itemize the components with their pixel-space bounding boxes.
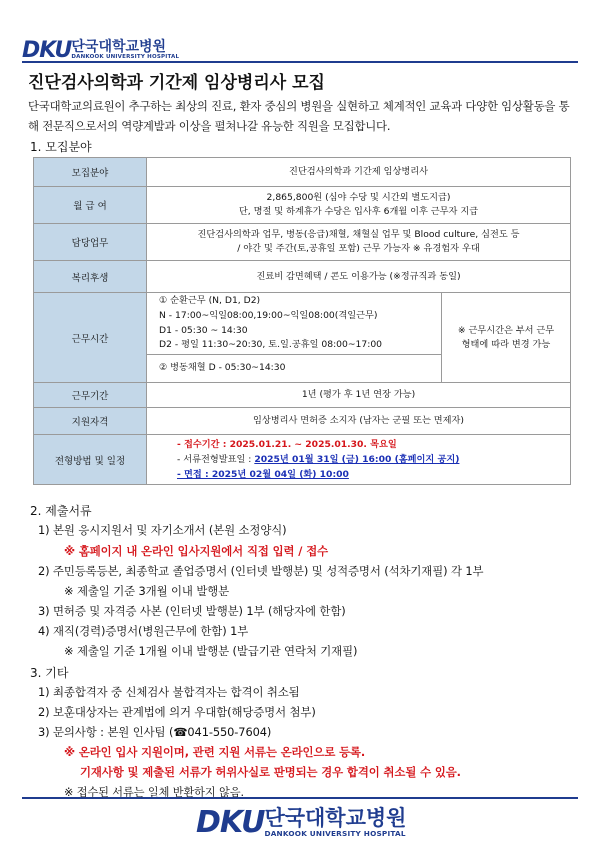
section-2-heading: 2. 제출서류 [30,504,92,518]
logo-text [71,40,179,61]
list-item: 1) 본원 응시지원서 및 자기소개서 (본원 소정양식) [38,523,287,537]
recruitment-table [33,157,571,485]
salary-line-2: 단, 명절 및 하계휴가 수당은 입사후 6개월 이후 근무자 지급 [238,206,479,217]
dku-logo-mark: DKU [22,38,72,63]
document-result-date: 2025년 01월 31일 (금) 16:00 (홈페이지 공지) [254,454,460,465]
logo-name-ko: 단국대학교병원 [264,805,407,830]
rotation-line: N - 17:00~익일08:00,19:00~익일08:00(격일근무) [159,309,378,321]
list-item-note: ※ 접수된 서류는 일체 반환하지 않음. [64,786,244,799]
hospital-logo-top [22,38,179,63]
table-row [34,408,571,435]
list-item: 4) 재직(경력)증명서(병원근무에 한함) 1부 [38,624,249,638]
field-value: 진단검사의학과 기간제 임상병리사 [147,158,571,187]
logo-name-ko: 단국대학교병원 [71,39,167,56]
period-label: 근무기간 [34,383,147,408]
logo-text [264,805,407,838]
document-result-prefix: - 서류전형발표일 : [177,454,255,465]
application-period: - 접수기간 : 2025.01.21. ~ 2025.01.30. 목요일 [177,439,397,450]
rotation-line: ① 순환근무 (N, D1, D2) [159,295,261,307]
qualification-value: 임상병리사 면허증 소지자 (남자는 군필 또는 면제자) [147,408,571,435]
logo-name-en: DANKOOK UNIVERSITY HOSPITAL [71,54,180,61]
qualification-label: 지원자격 [34,408,147,435]
table-row [34,293,571,355]
welfare-label: 복리후생 [34,261,147,293]
list-item-note: ※ 제출일 기준 1개월 이내 발행분 (발급기관 연락처 기재필) [64,644,358,658]
list-item: 3) 면허증 및 자격증 사본 (인터넷 발행분) 1부 (해당자에 한함) [38,604,346,618]
hours-note-1: ※ 근무시간은 부서 근무 [457,324,555,336]
top-divider [22,61,578,63]
process-value [147,435,571,485]
rotation-line: D2 - 평일 11:30~20:30, 토.일.공휴일 08:00~17:00 [159,339,383,351]
ward-shift-cell: ② 병동채혈 D - 05:30~14:30 [147,355,442,383]
document-result-line [177,452,570,467]
table-row [34,435,571,485]
table-row [34,158,571,187]
list-item-note: ※ 제출일 기준 3개월 이내 발행분 [64,584,230,598]
list-item-note: ※ 온라인 입사 지원이며, 관련 지원 서류는 온라인으로 등록. [64,745,366,759]
hours-note-cell [442,293,571,383]
duty-label: 담당업무 [34,224,147,261]
table-row [34,383,571,408]
hours-note-2: 형태에 따라 변경 가능 [461,338,551,350]
bottom-divider [22,797,578,799]
list-item-note: ※ 홈페이지 내 온라인 입사지원에서 직접 입력 / 접수 [64,544,329,558]
period-value: 1년 (평가 후 1년 연장 가능) [147,383,571,408]
table-row [34,224,571,261]
duty-value [147,224,571,261]
field-label: 모집분야 [34,158,147,187]
duty-line-2: / 야간 및 주간(토,공휴일 포함) 근무 가능자 ※ 유경험자 우대 [237,243,480,254]
hours-label: 근무시간 [34,293,147,383]
section-1-heading: 1. 모집분야 [30,140,92,154]
hospital-logo-bottom [196,805,406,840]
welfare-value: 진료비 감면혜택 / 콘도 이용가능 (※정규직과 동일) [147,261,571,293]
intro-paragraph: 단국대학교의료원이 추구하는 최상의 진료, 환자 중심의 병원을 실현하고 체계적인 교육과 다양한 임상활동을 통해 전문직으로서의 역량계발과 이상을 펼쳐나갈 유능한 직원을 모집합니다. [28,99,570,133]
duty-line-1: 진단검사의학과 업무, 병동(응급)채혈, 채혈실 업무 및 Blood culture, 심전도 등 [197,229,520,240]
table-row [34,261,571,293]
list-item: 1) 최종합격자 중 신체검사 불합격자는 합격이 취소됨 [38,685,300,699]
logo-name-en: DANKOOK UNIVERSITY HOSPITAL [264,828,406,838]
table-row [34,187,571,224]
salary-label: 월 급 여 [34,187,147,224]
dku-logo-mark: DKU [196,805,265,840]
list-item-note: 기재사항 및 제출된 서류가 허위사실로 판명되는 경우 합격이 취소될 수 있음. [80,765,461,779]
salary-line-1: 2,865,800원 (심야 수당 및 시간외 별도지급) [266,192,451,203]
list-item: 2) 보훈대상자는 관계법에 의거 우대함(해당증명서 첨부) [38,705,316,719]
page-title: 진단검사의학과 기간제 임상병리사 모집 [28,73,325,93]
interview-date: - 면접 : 2025년 02월 04일 (화) 10:00 [177,469,349,480]
rotation-shift-cell [147,293,442,355]
rotation-line: D1 - 05:30 ~ 14:30 [159,324,248,336]
list-item: 3) 문의사항 : 본원 인사팀 (☎041-550-7604) [38,725,272,739]
section-3-heading: 3. 기타 [30,666,69,680]
process-label: 전형방법 및 일정 [34,435,147,485]
list-item: 2) 주민등록등본, 최종학교 졸업증명서 (인터넷 발행분) 및 성적증명서 (석차기재필) 각 1부 [38,564,484,578]
salary-value [147,187,571,224]
